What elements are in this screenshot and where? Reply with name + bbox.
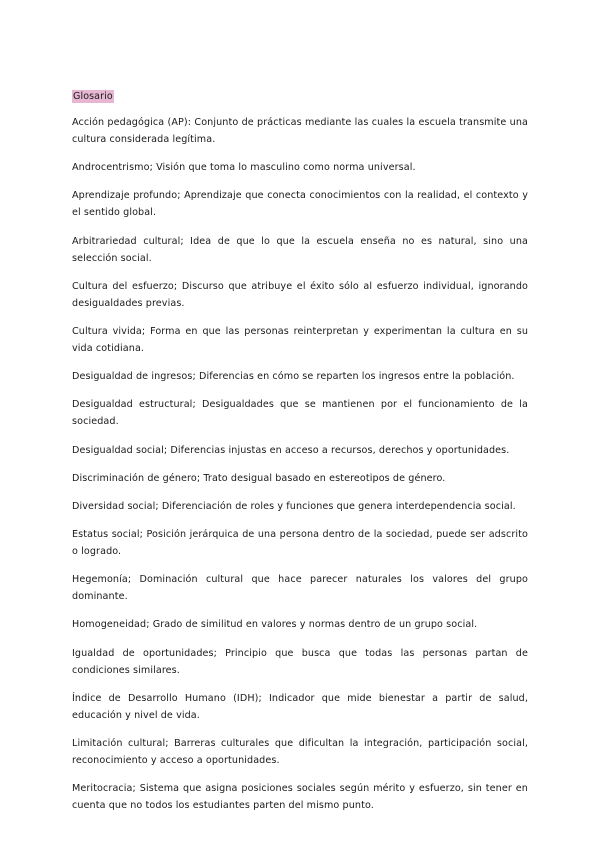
glossary-list <box>72 114 528 814</box>
glossary-definition: Visión que toma lo masculino como norma universal. <box>156 162 416 174</box>
glossary-term: Estatus social; <box>72 529 143 541</box>
glossary-definition: Sistema que asigna posiciones sociales según mérito y esfuerzo, sin tener en cuenta que no todos los estudiantes parten del mismo punto. <box>72 783 528 812</box>
glossary-definition: Barreras culturales que dificultan la integración, participación social, reconocimiento y acceso a oportunidades. <box>72 738 529 766</box>
glossary-definition: Grado de similitud en valores y normas dentro de un grupo social. <box>152 619 478 631</box>
glossary-definition: Idea de que lo que la escuela enseña no es natural, sino una selección social. <box>72 235 528 264</box>
glossary-term: Limitación cultural; <box>72 738 169 749</box>
glossary-definition: Dominación cultural que hace parecer naturales los valores del grupo dominante. <box>72 574 528 603</box>
glossary-definition: Conjunto de prácticas mediante las cuales la escuela transmite una cultura considerada legítima. <box>72 117 528 145</box>
glossary-term: Índice de Desarrollo Humano (IDH); <box>72 692 262 704</box>
glossary-entry <box>72 690 528 724</box>
glossary-entry <box>72 233 528 267</box>
glossary-definition: Aprendizaje que conecta conocimientos con la realidad, el contexto y el sentido global. <box>72 190 528 219</box>
glossary-entry <box>72 498 528 515</box>
glossary-term: Desigualdad de ingresos; <box>72 371 196 383</box>
glossary-entry <box>72 442 528 459</box>
glossary-entry <box>72 187 528 221</box>
glossary-definition: Discurso que atribuye el éxito sólo al esfuerzo individual, ignorando desigualdades previas. <box>72 280 529 309</box>
glossary-definition: Desigualdades que se mantienen por el funcionamiento de la sociedad. <box>72 399 529 428</box>
glossary-entry <box>72 470 528 487</box>
glossary-definition: Indicador que mide bienestar a partir de salud, educación y nivel de vida. <box>72 692 528 721</box>
glossary-definition: Forma en que las personas reinterpretan y experimentan la cultura en su vida cotidiana. <box>72 325 528 354</box>
glossary-term: Hegemonía; <box>72 574 132 586</box>
glossary-term: Cultura del esfuerzo; <box>72 280 178 292</box>
glossary-entry <box>72 396 528 430</box>
glossary-term: Arbitrariedad cultural; <box>72 235 184 247</box>
glossary-term: Igualdad de oportunidades; <box>72 647 217 659</box>
glossary-entry <box>72 616 528 633</box>
glossary-term: Acción pedagógica (AP): <box>72 117 192 128</box>
glossary-term: Aprendizaje profundo; <box>72 190 181 202</box>
glossary-entry <box>72 159 528 176</box>
glossary-term: Discriminación de género; <box>72 472 201 484</box>
glossary-title: Glosario <box>73 91 113 102</box>
glossary-definition: Posición jerárquica de una persona dentro de la sociedad, puede ser adscrito o logrado. <box>72 529 528 558</box>
glossary-term: Desigualdad social; <box>72 444 168 456</box>
glossary-definition: Diferenciación de roles y funciones que genera interdependencia social. <box>161 500 516 512</box>
document-page <box>72 84 528 825</box>
glossary-term: Homogeneidad; <box>72 619 150 631</box>
glossary-entry <box>72 323 528 357</box>
glossary-term: Androcentrismo; <box>72 162 153 174</box>
glossary-term: Diversidad social; <box>72 500 159 512</box>
glossary-definition: Diferencias en cómo se reparten los ingresos entre la población. <box>198 371 515 383</box>
glossary-entry <box>72 780 528 814</box>
glossary-term: Desigualdad estructural; <box>72 399 196 411</box>
glossary-entry <box>72 645 528 679</box>
glossary-entry <box>72 278 528 312</box>
glossary-definition: Principio que busca que todas las personas partan de condiciones similares. <box>72 647 528 676</box>
glossary-definition: Trato desigual basado en estereotipos de género. <box>203 472 446 484</box>
glossary-entry <box>72 368 528 385</box>
glossary-entry <box>72 526 528 560</box>
glossary-entry <box>72 114 528 148</box>
glossary-term: Meritocracia; <box>72 783 136 795</box>
glossary-entry <box>72 735 528 769</box>
glossary-entry <box>72 571 528 605</box>
glossary-definition: Diferencias injustas en acceso a recursos, derechos y oportunidades. <box>170 444 510 456</box>
glossary-term: Cultura vivida; <box>72 325 146 337</box>
